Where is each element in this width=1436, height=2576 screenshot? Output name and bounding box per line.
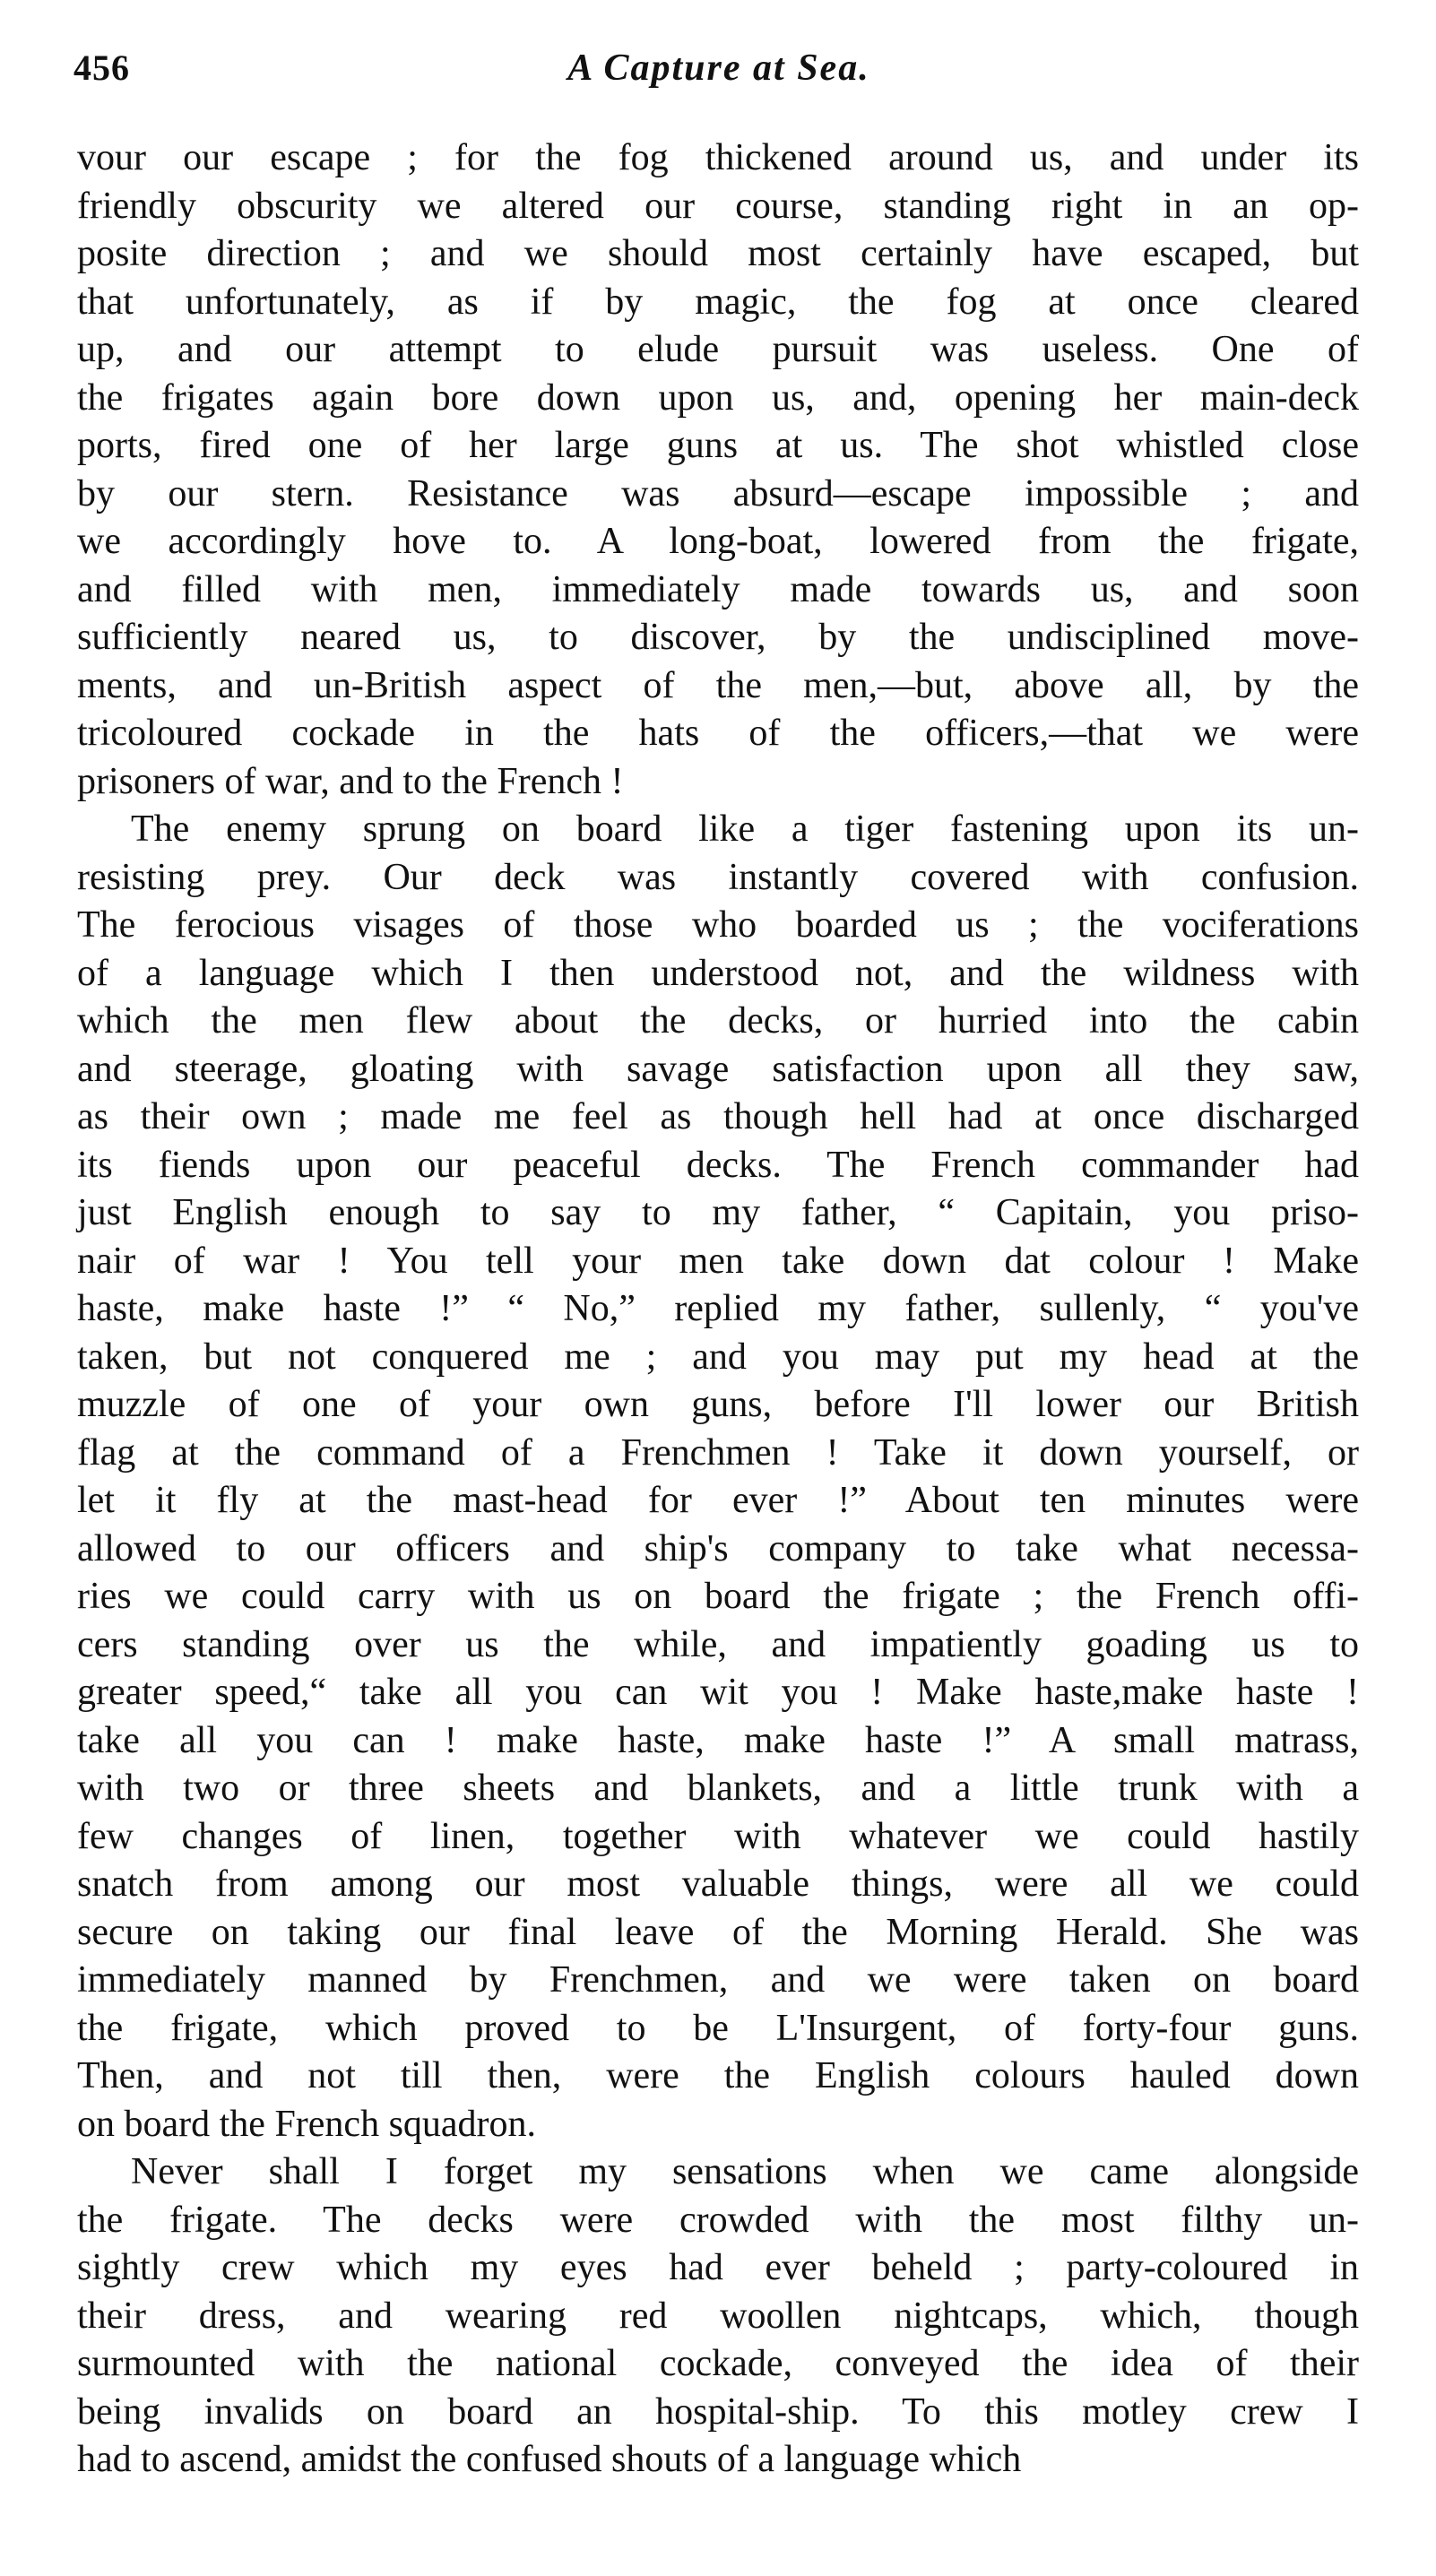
text-line: of a language which I then understood not, and the wildness with xyxy=(77,952,1359,994)
page-number: 456 xyxy=(74,48,130,88)
text-line: Never shall I forget my sensations when we came alongside xyxy=(131,2151,1359,2192)
text-line: greater speed,“ take all you can wit you ! Make haste,make haste ! xyxy=(77,1672,1359,1713)
paragraph xyxy=(77,134,1359,806)
text-line: the frigate, which proved to be L'Insurgent, of forty-four guns. xyxy=(77,2007,1359,2049)
text-line: ries we could carry with us on board the frigate ; the French offi- xyxy=(77,1576,1359,1617)
text-line: ments, and un-British aspect of the men,—but, above all, by the xyxy=(77,664,1359,706)
text-line: nair of war ! You tell your men take down dat colour ! Make xyxy=(77,1240,1359,1282)
text-line: on board the French squadron. xyxy=(77,2103,537,2145)
text-line: taken, but not conquered me ; and you may put my head at the xyxy=(77,1336,1359,1378)
text-line: as their own ; made me feel as though hell had at once discharged xyxy=(77,1096,1359,1137)
text-line: and steerage, gloating with savage satisfaction upon all they saw, xyxy=(77,1048,1359,1090)
text-line: let it fly at the mast-head for ever !” About ten minutes were xyxy=(77,1480,1359,1521)
text-line: resisting prey. Our deck was instantly covered with confusion. xyxy=(77,856,1359,898)
text-line: friendly obscurity we altered our course, standing right in an op- xyxy=(77,185,1359,227)
text-line: The enemy sprung on board like a tiger fastening upon its un- xyxy=(131,808,1359,850)
text-line: muzzle of one of your own guns, before I'll lower our British xyxy=(77,1384,1359,1425)
text-line: up, and our attempt to elude pursuit was useless. One of xyxy=(77,329,1359,370)
text-line: we accordingly hove to. A long-boat, lowered from the frigate, xyxy=(77,521,1359,562)
text-line: the frigates again bore down upon us, and, opening her main-deck xyxy=(77,376,1359,419)
text-line: tricoloured cockade in the hats of the officers,—that we were xyxy=(77,713,1359,754)
text-line: their dress, and wearing red woollen nightcaps, which, though xyxy=(77,2295,1359,2337)
text-line: sightly crew which my eyes had ever beheld ; party-coloured in xyxy=(77,2247,1359,2288)
text-line: prisoners of war, and to the French ! xyxy=(77,760,624,802)
text-line: The ferocious visages of those who boarded us ; the vociferations xyxy=(77,904,1359,946)
text-line: by our stern. Resistance was absurd—escape impossible ; and xyxy=(77,472,1359,514)
text-line: had to ascend, amidst the confused shouts of a language which xyxy=(77,2439,1022,2480)
text-line: sufficiently neared us, to discover, by the undisciplined move- xyxy=(77,617,1359,658)
text-line: with two or three sheets and blankets, and a little trunk with a xyxy=(77,1768,1359,1809)
text-line: immediately manned by Frenchmen, and we were taken on board xyxy=(77,1959,1359,2001)
text-line: that unfortunately, as if by magic, the fog at once cleared xyxy=(77,281,1359,323)
text-line: ports, fired one of her large guns at us. The shot whistled close xyxy=(77,425,1359,466)
paragraph xyxy=(77,806,1359,2148)
text-line: surmounted with the national cockade, conveyed the idea of their xyxy=(77,2343,1359,2384)
text-line: posite direction ; and we should most certainly have escaped, but xyxy=(77,233,1359,274)
text-line: Then, and not till then, were the English colours hauled down xyxy=(77,2055,1359,2096)
text-line: secure on taking our final leave of the Morning Herald. She was xyxy=(77,1911,1359,1953)
text-line: allowed to our officers and ship's company to take what necessa- xyxy=(77,1527,1359,1569)
text-line: which the men flew about the decks, or hurried into the cabin xyxy=(77,1000,1359,1042)
text-line: and filled with men, immediately made towards us, and soon xyxy=(77,568,1359,610)
text-line: haste, make haste !” “ No,” replied my father, sullenly, “ you've xyxy=(77,1288,1359,1329)
text-line: vour our escape ; for the fog thickened around us, and under its xyxy=(77,137,1359,178)
text-line: its fiends upon our peaceful decks. The French commander had xyxy=(77,1144,1359,1186)
text-line: flag at the command of a Frenchmen ! Take it down yourself, or xyxy=(77,1431,1359,1474)
text-line: few changes of linen, together with whatever we could hastily xyxy=(77,1815,1359,1857)
text-line: take all you can ! make haste, make haste !” A small matrass, xyxy=(77,1719,1359,1761)
paragraph xyxy=(77,2148,1359,2485)
text-line: just English enough to say to my father, “ Capitain, you priso- xyxy=(77,1192,1359,1233)
running-title: A Capture at Sea. xyxy=(567,48,870,89)
running-head xyxy=(74,47,1364,100)
text-line: cers standing over us the while, and impatiently goading us to xyxy=(77,1623,1359,1665)
body-text xyxy=(77,134,1359,2485)
text-line: snatch from among our most valuable things, were all we could xyxy=(77,1863,1359,1905)
text-line: the frigate. The decks were crowded with the most filthy un- xyxy=(77,2199,1359,2241)
text-line: being invalids on board an hospital-ship. To this motley crew I xyxy=(77,2390,1359,2433)
